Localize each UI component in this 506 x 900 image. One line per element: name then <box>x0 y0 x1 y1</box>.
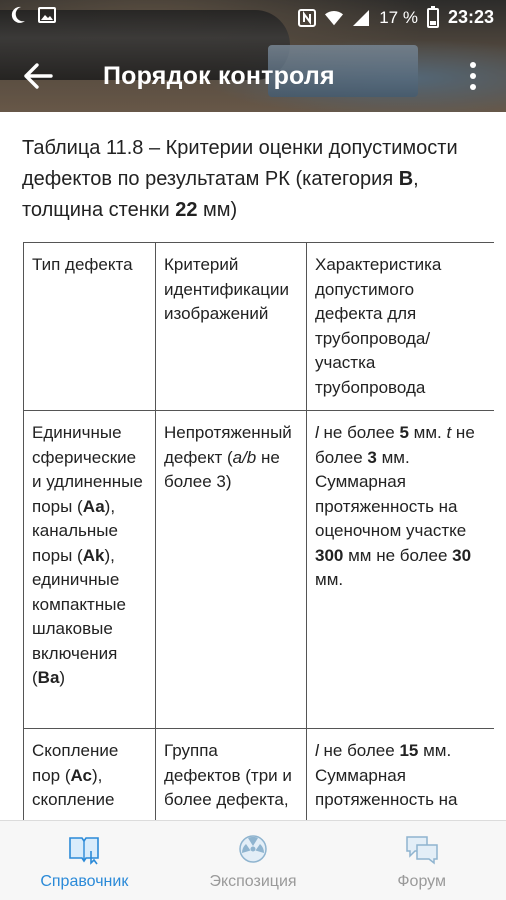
moon-icon <box>10 6 26 24</box>
cell-characteristic: l не более 15 мм. Суммарная протяженность на <box>307 729 494 848</box>
wifi-icon <box>325 9 343 27</box>
image-icon <box>38 7 56 23</box>
battery-icon <box>427 8 439 28</box>
cell-defect-type: Скопление пор (Ас), скопление <box>24 729 156 848</box>
defect-criteria-table <box>23 242 494 848</box>
book-icon <box>67 833 101 865</box>
cell-criterion: Непротяженный дефект (a/b не более 3) <box>156 411 307 729</box>
app-bar <box>0 50 506 102</box>
chat-bubbles-icon <box>405 833 439 865</box>
header-defect-type: Тип дефекта <box>24 243 156 411</box>
tab-label: Экспозиция <box>209 873 297 890</box>
cell-criterion: Группа дефектов (три и более дефекта, <box>156 729 307 848</box>
bottom-navigation <box>0 820 506 900</box>
header-background <box>0 0 506 112</box>
arrow-left-icon[interactable] <box>22 62 54 90</box>
header-acceptable-defect: Характеристика допустимого дефекта для трубопровода/ участка трубопровода <box>307 243 494 411</box>
signal-icon <box>352 9 370 27</box>
tab-reference[interactable] <box>0 821 169 900</box>
tab-label: Справочник <box>40 873 129 890</box>
tab-forum[interactable] <box>337 821 506 900</box>
cell-defect-type: Единичные сферические и удлиненные поры (Аа), канальные поры (Ak), единичные компактные шлаковые включения (Ва) <box>24 411 156 729</box>
header-identification-criterion: Критерий идентификации изображений <box>156 243 307 411</box>
tab-label: Форум <box>397 873 446 890</box>
table-row <box>24 411 494 729</box>
clock: 23:23 <box>447 7 494 27</box>
tab-exposure[interactable] <box>169 821 338 900</box>
status-bar <box>0 0 506 36</box>
table-header-row <box>24 243 494 411</box>
more-vert-icon[interactable] <box>463 60 483 92</box>
radiation-icon <box>236 833 270 865</box>
cell-characteristic: l не более 5 мм. t не более 3 мм. Суммарная протяженность на оценочном участке 300 мм не более 30 мм. <box>307 411 494 729</box>
table-caption: Таблица 11.8 – Критерии оценки допустимости дефектов по результатам РК (категория В, толщина стенки 22 мм) <box>22 137 458 221</box>
content-scroll-area[interactable] <box>0 112 506 820</box>
page-title: Порядок контроля <box>103 62 335 90</box>
nfc-icon <box>298 9 316 27</box>
battery-percent: 17 % <box>379 7 418 27</box>
